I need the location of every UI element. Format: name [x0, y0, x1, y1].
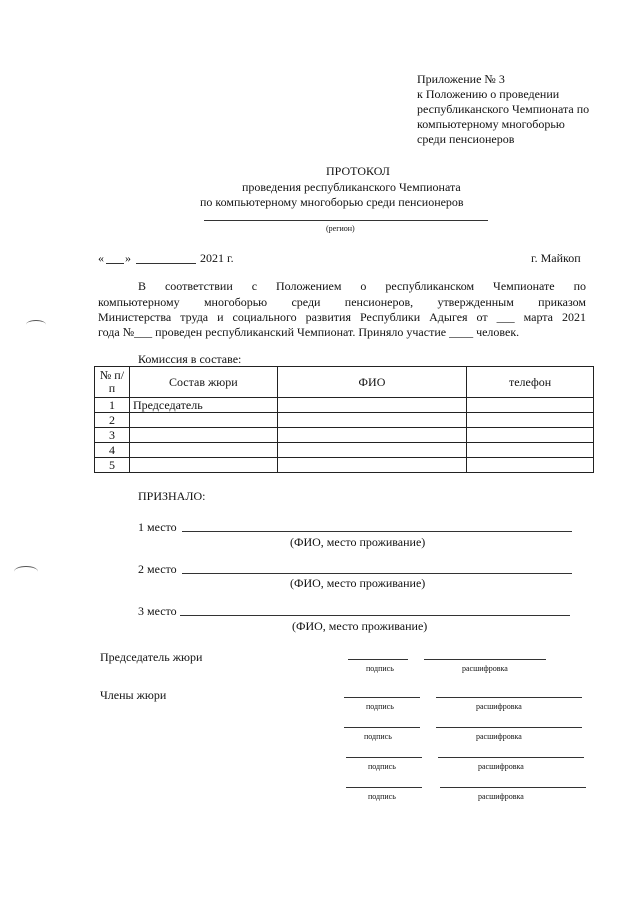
commission-table [94, 366, 594, 473]
annex-line: компьютерному многоборью [417, 117, 565, 131]
date-close-quote: » [125, 251, 131, 265]
scan-mark [14, 566, 38, 577]
table-header-row [95, 367, 594, 398]
sign-caption: подпись [368, 762, 396, 771]
region-caption: (регион) [326, 224, 355, 233]
member-2-sign-line [344, 727, 420, 728]
table-cell-number: 5 [95, 458, 130, 473]
annex-line: к Положению о проведении [417, 87, 560, 101]
city-name: г. Майкоп [531, 251, 581, 265]
table-row [95, 443, 594, 458]
sign-caption: подпись [364, 732, 392, 741]
column-header-phone: телефон [467, 367, 594, 398]
place-2-label: 2 место [138, 562, 177, 576]
column-header-number: № п/п [95, 367, 130, 398]
member-3-decode-line [438, 757, 584, 758]
sign-caption: подпись [368, 792, 396, 801]
member-1-decode-line [436, 697, 582, 698]
table-row [95, 428, 594, 443]
table-cell-role [129, 428, 277, 443]
sign-caption: подпись [366, 702, 394, 711]
table-cell-phone [467, 443, 594, 458]
intro-line-1: В соответствии с Положением о республиканском Чемпионате по [138, 279, 586, 293]
annex-line: Приложение № 3 [417, 72, 505, 86]
intro-line-2: компьютерному многоборью среди пенсионеров, утвержденным приказом [98, 295, 586, 309]
table-cell-role [129, 458, 277, 473]
table-cell-name [277, 413, 467, 428]
annex-line: среди пенсионеров [417, 132, 515, 146]
member-1-sign-line [344, 697, 420, 698]
table-cell-number: 1 [95, 398, 130, 413]
table-cell-phone [467, 428, 594, 443]
member-2-decode-line [436, 727, 582, 728]
place-3-caption: (ФИО, место проживание) [292, 619, 428, 633]
place-3-label: 3 место [138, 604, 177, 618]
table-cell-role: Председатель [129, 398, 277, 413]
place-2-blank-line [182, 573, 572, 574]
date-year: 2021 г. [200, 251, 234, 265]
table-cell-name [277, 428, 467, 443]
day-blank-line [106, 263, 124, 264]
page-title: ПРОТОКОЛ [326, 164, 390, 178]
page-subtitle-2: по компьютерному многоборью среди пенсионеров [200, 195, 464, 209]
region-blank-line [204, 220, 488, 221]
column-header-name: ФИО [277, 367, 467, 398]
member-4-sign-line [346, 787, 422, 788]
table-cell-name [277, 398, 467, 413]
table-cell-number: 2 [95, 413, 130, 428]
table-cell-number: 4 [95, 443, 130, 458]
member-4-decode-line [440, 787, 586, 788]
decode-caption: расшифровка [476, 732, 522, 741]
table-cell-phone [467, 413, 594, 428]
members-label: Члены жюри [100, 688, 167, 702]
page-subtitle: проведения республиканского Чемпионата [242, 180, 461, 194]
table-row [95, 458, 594, 473]
table-cell-phone [467, 398, 594, 413]
date-open-quote: « [98, 251, 104, 265]
place-3-blank-line [180, 615, 570, 616]
table-cell-name [277, 443, 467, 458]
table-cell-name [277, 458, 467, 473]
chairman-sign-line [348, 659, 408, 660]
annex-line: республиканского Чемпионата по [417, 102, 590, 116]
intro-line-3: Министерства труда и социального развития Республики Адыгея от ___ марта 2021 [98, 310, 586, 324]
place-1-label: 1 место [138, 520, 177, 534]
table-cell-phone [467, 458, 594, 473]
chairman-label: Председатель жюри [100, 650, 203, 664]
month-blank-line [136, 263, 196, 264]
table-row [95, 413, 594, 428]
scan-mark [26, 320, 46, 329]
decode-caption: расшифровка [476, 702, 522, 711]
commission-caption: Комиссия в составе: [138, 352, 242, 366]
table-cell-role [129, 413, 277, 428]
column-header-role: Состав жюри [129, 367, 277, 398]
member-3-sign-line [346, 757, 422, 758]
results-heading: ПРИЗНАЛО: [138, 489, 206, 503]
place-2-caption: (ФИО, место проживание) [290, 576, 426, 590]
decode-caption: расшифровка [478, 792, 524, 801]
chairman-decode-line [424, 659, 546, 660]
place-1-caption: (ФИО, место проживание) [290, 535, 426, 549]
table-row [95, 398, 594, 413]
sign-caption: подпись [366, 664, 394, 673]
intro-line-4: года №___ проведен республиканский Чемпионат. Приняло участие ____ человек. [98, 325, 520, 339]
place-1-blank-line [182, 531, 572, 532]
annex-block [417, 72, 589, 147]
decode-caption: расшифровка [462, 664, 508, 673]
decode-caption: расшифровка [478, 762, 524, 771]
table-cell-role [129, 443, 277, 458]
table-cell-number: 3 [95, 428, 130, 443]
